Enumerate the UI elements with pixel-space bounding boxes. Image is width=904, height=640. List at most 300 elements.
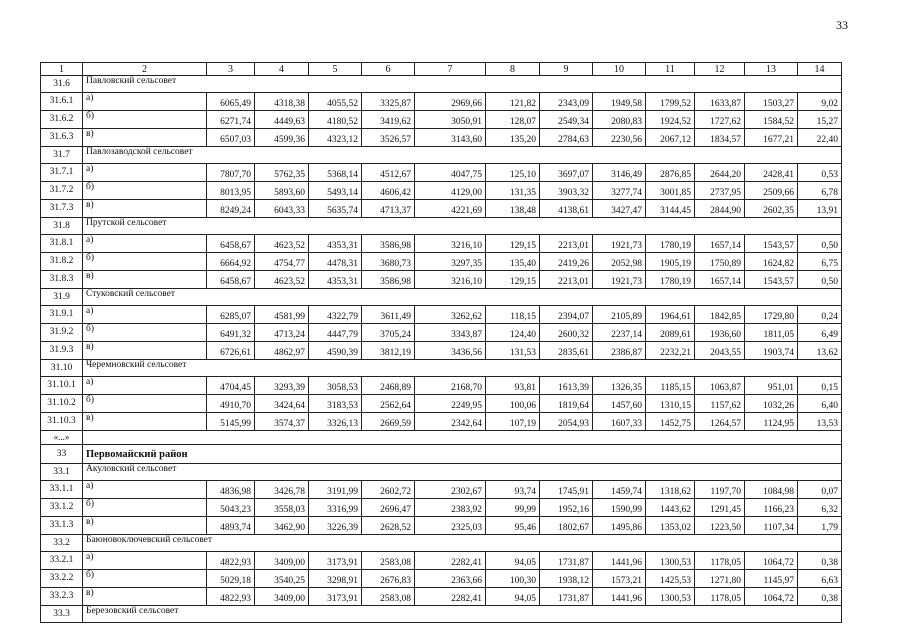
header-cell: 3 (207, 63, 255, 76)
table-row (41, 552, 842, 570)
row-code: 33.1.3 (41, 517, 83, 535)
section-row (41, 289, 842, 306)
section-title: Прутской сельсовет (83, 218, 842, 235)
header-cell: 10 (593, 63, 646, 76)
value-cell: 4129,00 (415, 182, 486, 200)
value-cell: 3277,74 (593, 182, 646, 200)
value-cell: 1300,53 (646, 552, 695, 570)
value-cell: 100,30 (486, 570, 540, 588)
value-cell: 3424,64 (255, 395, 309, 413)
ellipsis-filler (83, 431, 842, 445)
value-cell: 8249,24 (207, 200, 255, 218)
value-cell: 5762,35 (255, 164, 309, 182)
value-cell: 2386,87 (593, 342, 646, 360)
row-label: б) (83, 111, 207, 129)
value-cell: 3436,56 (415, 342, 486, 360)
header-cell: 5 (309, 63, 362, 76)
row-label: а) (83, 306, 207, 324)
value-cell: 1780,19 (646, 271, 695, 289)
value-cell: 1425,53 (646, 570, 695, 588)
value-cell: 2583,08 (362, 552, 415, 570)
row-label: в) (83, 271, 207, 289)
value-cell: 1799,52 (646, 93, 695, 111)
value-cell: 4449,63 (255, 111, 309, 129)
value-cell: 131,53 (486, 342, 540, 360)
table-row (41, 588, 842, 606)
value-cell: 1543,57 (745, 271, 798, 289)
value-cell: 0,50 (798, 235, 842, 253)
row-label: в) (83, 517, 207, 535)
value-cell: 3143,60 (415, 129, 486, 147)
value-cell: 3173,91 (309, 588, 362, 606)
district-title: Первомайский район (83, 445, 842, 464)
value-cell: 121,82 (486, 93, 540, 111)
value-cell: 1441,96 (593, 588, 646, 606)
row-label: б) (83, 395, 207, 413)
value-cell: 1064,72 (745, 588, 798, 606)
value-cell: 2282,41 (415, 588, 486, 606)
row-code: 31.9.2 (41, 324, 83, 342)
district-row (41, 445, 842, 464)
value-cell: 3058,53 (309, 377, 362, 395)
value-cell: 1063,87 (695, 377, 745, 395)
value-cell: 5043,23 (207, 499, 255, 517)
table-row (41, 377, 842, 395)
value-cell: 2602,72 (362, 481, 415, 499)
value-cell: 1326,35 (593, 377, 646, 395)
value-cell: 2468,89 (362, 377, 415, 395)
row-label: в) (83, 200, 207, 218)
row-code: 31.10.2 (41, 395, 83, 413)
row-code: 31.9.1 (41, 306, 83, 324)
value-cell: 2876,85 (646, 164, 695, 182)
value-cell: 4322,79 (309, 306, 362, 324)
table-row (41, 235, 842, 253)
row-label: б) (83, 324, 207, 342)
header-cell: 7 (415, 63, 486, 76)
value-cell: 95,46 (486, 517, 540, 535)
value-cell: 1750,89 (695, 253, 745, 271)
value-cell: 1727,62 (695, 111, 745, 129)
value-cell: 2628,52 (362, 517, 415, 535)
value-cell: 2302,67 (415, 481, 486, 499)
value-cell: 1145,97 (745, 570, 798, 588)
row-label: б) (83, 499, 207, 517)
value-cell: 1952,16 (540, 499, 593, 517)
value-cell: 1607,33 (593, 413, 646, 431)
value-cell: 6458,67 (207, 235, 255, 253)
value-cell: 7807,70 (207, 164, 255, 182)
value-cell: 3343,87 (415, 324, 486, 342)
value-cell: 4353,31 (309, 271, 362, 289)
value-cell: 4836,98 (207, 481, 255, 499)
value-cell: 2230,56 (593, 129, 646, 147)
row-code: 31.8.3 (41, 271, 83, 289)
value-cell: 5893,60 (255, 182, 309, 200)
row-code: 31.6.3 (41, 129, 83, 147)
value-cell: 4704,45 (207, 377, 255, 395)
value-cell: 131,35 (486, 182, 540, 200)
value-cell: 9,02 (798, 93, 842, 111)
value-cell: 93,74 (486, 481, 540, 499)
value-cell: 6065,49 (207, 93, 255, 111)
row-label: б) (83, 182, 207, 200)
row-code: 33.2.1 (41, 552, 83, 570)
value-cell: 94,05 (486, 588, 540, 606)
value-cell: 1921,73 (593, 235, 646, 253)
header-cell: 14 (798, 63, 842, 76)
value-cell: 2054,93 (540, 413, 593, 431)
value-cell: 1834,57 (695, 129, 745, 147)
value-cell: 2237,14 (593, 324, 646, 342)
section-code: 33.2 (41, 535, 83, 552)
value-cell: 1,79 (798, 517, 842, 535)
value-cell: 0,38 (798, 552, 842, 570)
row-code: 31.7.2 (41, 182, 83, 200)
section-title: Павлозаводской сельсовет (83, 147, 842, 164)
value-cell: 5029,18 (207, 570, 255, 588)
row-label: б) (83, 570, 207, 588)
value-cell: 3001,85 (646, 182, 695, 200)
row-label: в) (83, 342, 207, 360)
value-cell: 0,50 (798, 271, 842, 289)
value-cell: 1452,75 (646, 413, 695, 431)
value-cell: 13,53 (798, 413, 842, 431)
value-cell: 2363,66 (415, 570, 486, 588)
header-cell: 11 (646, 63, 695, 76)
section-row (41, 218, 842, 235)
row-code: 33.2.2 (41, 570, 83, 588)
value-cell: 1441,96 (593, 552, 646, 570)
value-cell: 1353,02 (646, 517, 695, 535)
value-cell: 4180,52 (309, 111, 362, 129)
value-cell: 2784,63 (540, 129, 593, 147)
row-code: 33.2.3 (41, 588, 83, 606)
value-cell: 1964,61 (646, 306, 695, 324)
value-cell: 4221,69 (415, 200, 486, 218)
value-cell: 2213,01 (540, 235, 593, 253)
value-cell: 2105,89 (593, 306, 646, 324)
tariff-table (40, 62, 842, 623)
section-row (41, 464, 842, 481)
value-cell: 1633,87 (695, 93, 745, 111)
row-code: 31.8.1 (41, 235, 83, 253)
section-title: Павловский сельсовет (83, 76, 842, 93)
value-cell: 5368,14 (309, 164, 362, 182)
value-cell: 4862,97 (255, 342, 309, 360)
value-cell: 135,40 (486, 253, 540, 271)
value-cell: 6,32 (798, 499, 842, 517)
value-cell: 2562,64 (362, 395, 415, 413)
section-row (41, 535, 842, 552)
value-cell: 2213,01 (540, 271, 593, 289)
value-cell: 4623,52 (255, 235, 309, 253)
value-cell: 2600,32 (540, 324, 593, 342)
section-code: 33 (41, 445, 83, 464)
value-cell: 4893,74 (207, 517, 255, 535)
table-row (41, 499, 842, 517)
value-cell: 107,19 (486, 413, 540, 431)
value-cell: 129,15 (486, 271, 540, 289)
table-row (41, 111, 842, 129)
value-cell: 4047,75 (415, 164, 486, 182)
value-cell: 3216,10 (415, 271, 486, 289)
value-cell: 3427,47 (593, 200, 646, 218)
value-cell: 4754,77 (255, 253, 309, 271)
value-cell: 4512,67 (362, 164, 415, 182)
value-cell: 5493,14 (309, 182, 362, 200)
section-code: 31.10 (41, 360, 83, 377)
section-code: 33.1 (41, 464, 83, 481)
value-cell: 1223,50 (695, 517, 745, 535)
value-cell: 1573,21 (593, 570, 646, 588)
section-title: Березовский сельсовет (83, 606, 842, 623)
value-cell: 2419,26 (540, 253, 593, 271)
value-cell: 4623,52 (255, 271, 309, 289)
value-cell: 1197,70 (695, 481, 745, 499)
value-cell: 3146,49 (593, 164, 646, 182)
value-cell: 1921,73 (593, 271, 646, 289)
value-cell: 951,01 (745, 377, 798, 395)
value-cell: 1084,98 (745, 481, 798, 499)
table-row (41, 253, 842, 271)
value-cell: 1729,80 (745, 306, 798, 324)
value-cell: 3697,07 (540, 164, 593, 182)
row-code: 31.7.1 (41, 164, 83, 182)
value-cell: 3173,91 (309, 552, 362, 570)
value-cell: 3050,91 (415, 111, 486, 129)
value-cell: 4138,61 (540, 200, 593, 218)
row-code: 31.6.1 (41, 93, 83, 111)
value-cell: 1745,91 (540, 481, 593, 499)
value-cell: 4713,37 (362, 200, 415, 218)
row-label: а) (83, 164, 207, 182)
value-cell: 3183,53 (309, 395, 362, 413)
value-cell: 4447,79 (309, 324, 362, 342)
value-cell: 3409,00 (255, 552, 309, 570)
value-cell: 2325,03 (415, 517, 486, 535)
value-cell: 135,20 (486, 129, 540, 147)
row-label: в) (83, 129, 207, 147)
row-code: 31.10.1 (41, 377, 83, 395)
value-cell: 1657,14 (695, 271, 745, 289)
value-cell: 0,15 (798, 377, 842, 395)
value-cell: 1905,19 (646, 253, 695, 271)
value-cell: 6726,61 (207, 342, 255, 360)
header-cell: 1 (41, 63, 83, 76)
value-cell: 1503,27 (745, 93, 798, 111)
value-cell: 6664,92 (207, 253, 255, 271)
value-cell: 1459,74 (593, 481, 646, 499)
row-label: а) (83, 552, 207, 570)
value-cell: 3226,39 (309, 517, 362, 535)
page-number: 33 (836, 18, 848, 32)
value-cell: 4606,42 (362, 182, 415, 200)
section-code: 33.3 (41, 606, 83, 623)
header-row (41, 63, 842, 76)
table-row (41, 271, 842, 289)
value-cell: 94,05 (486, 552, 540, 570)
section-code: 31.6 (41, 76, 83, 93)
value-cell: 128,07 (486, 111, 540, 129)
value-cell: 1495,86 (593, 517, 646, 535)
section-row (41, 76, 842, 93)
table-row (41, 129, 842, 147)
value-cell: 1613,39 (540, 377, 593, 395)
value-cell: 2696,47 (362, 499, 415, 517)
value-cell: 4318,38 (255, 93, 309, 111)
value-cell: 1543,57 (745, 235, 798, 253)
value-cell: 6285,07 (207, 306, 255, 324)
value-cell: 1924,52 (646, 111, 695, 129)
value-cell: 15,27 (798, 111, 842, 129)
value-cell: 2249,95 (415, 395, 486, 413)
value-cell: 1731,87 (540, 588, 593, 606)
value-cell: 1819,64 (540, 395, 593, 413)
value-cell: 3462,90 (255, 517, 309, 535)
value-cell: 1457,60 (593, 395, 646, 413)
value-cell: 2342,64 (415, 413, 486, 431)
value-cell: 2383,92 (415, 499, 486, 517)
value-cell: 1938,12 (540, 570, 593, 588)
value-cell: 1185,15 (646, 377, 695, 395)
value-cell: 3316,99 (309, 499, 362, 517)
table-row (41, 413, 842, 431)
value-cell: 6271,74 (207, 111, 255, 129)
value-cell: 1107,34 (745, 517, 798, 535)
section-code: 31.7 (41, 147, 83, 164)
table-row (41, 481, 842, 499)
value-cell: 3558,03 (255, 499, 309, 517)
value-cell: 2583,08 (362, 588, 415, 606)
table-row (41, 517, 842, 535)
value-cell: 3297,35 (415, 253, 486, 271)
section-title: Стуковский сельсовет (83, 289, 842, 306)
value-cell: 3419,62 (362, 111, 415, 129)
value-cell: 13,91 (798, 200, 842, 218)
value-cell: 2232,21 (646, 342, 695, 360)
value-cell: 1178,05 (695, 552, 745, 570)
row-label: а) (83, 377, 207, 395)
row-label: а) (83, 93, 207, 111)
value-cell: 4910,70 (207, 395, 255, 413)
section-row (41, 147, 842, 164)
header-cell: 13 (745, 63, 798, 76)
value-cell: 129,15 (486, 235, 540, 253)
table-row (41, 200, 842, 218)
value-cell: 4590,39 (309, 342, 362, 360)
value-cell: 6,49 (798, 324, 842, 342)
value-cell: 2844,90 (695, 200, 745, 218)
ellipsis-row (41, 431, 842, 445)
row-label: в) (83, 413, 207, 431)
value-cell: 5635,74 (309, 200, 362, 218)
value-cell: 125,10 (486, 164, 540, 182)
value-cell: 2080,83 (593, 111, 646, 129)
value-cell: 1443,62 (646, 499, 695, 517)
value-cell: 2168,70 (415, 377, 486, 395)
header-cell: 6 (362, 63, 415, 76)
value-cell: 1310,15 (646, 395, 695, 413)
value-cell: 4478,31 (309, 253, 362, 271)
value-cell: 1903,74 (745, 342, 798, 360)
value-cell: 1624,82 (745, 253, 798, 271)
value-cell: 1300,53 (646, 588, 695, 606)
value-cell: 2737,95 (695, 182, 745, 200)
value-cell: 2282,41 (415, 552, 486, 570)
value-cell: 100,06 (486, 395, 540, 413)
value-cell: 3526,57 (362, 129, 415, 147)
value-cell: 1949,58 (593, 93, 646, 111)
header-cell: 4 (255, 63, 309, 76)
header-cell: 2 (83, 63, 207, 76)
section-title: Баюновоключевский сельсовет (83, 535, 842, 552)
value-cell: 118,15 (486, 306, 540, 324)
value-cell: 22,40 (798, 129, 842, 147)
value-cell: 4599,36 (255, 129, 309, 147)
value-cell: 2549,34 (540, 111, 593, 129)
value-cell: 0,24 (798, 306, 842, 324)
table-row (41, 342, 842, 360)
value-cell: 3326,13 (309, 413, 362, 431)
value-cell: 1291,45 (695, 499, 745, 517)
value-cell: 2089,61 (646, 324, 695, 342)
value-cell: 2052,98 (593, 253, 646, 271)
value-cell: 6,75 (798, 253, 842, 271)
value-cell: 3705,24 (362, 324, 415, 342)
value-cell: 5145,99 (207, 413, 255, 431)
value-cell: 1178,05 (695, 588, 745, 606)
value-cell: 8013,95 (207, 182, 255, 200)
value-cell: 3144,45 (646, 200, 695, 218)
value-cell: 2602,35 (745, 200, 798, 218)
value-cell: 1590,99 (593, 499, 646, 517)
value-cell: 1802,67 (540, 517, 593, 535)
value-cell: 6507,03 (207, 129, 255, 147)
value-cell: 138,48 (486, 200, 540, 218)
value-cell: 1157,62 (695, 395, 745, 413)
value-cell: 1936,60 (695, 324, 745, 342)
value-cell: 3586,98 (362, 271, 415, 289)
value-cell: 2394,07 (540, 306, 593, 324)
value-cell: 3262,62 (415, 306, 486, 324)
value-cell: 99,99 (486, 499, 540, 517)
ellipsis-mark: «...» (41, 431, 83, 445)
value-cell: 3680,73 (362, 253, 415, 271)
value-cell: 93,81 (486, 377, 540, 395)
value-cell: 2669,59 (362, 413, 415, 431)
value-cell: 1166,23 (745, 499, 798, 517)
value-cell: 3903,32 (540, 182, 593, 200)
value-cell: 3586,98 (362, 235, 415, 253)
row-label: в) (83, 588, 207, 606)
row-code: 33.1.2 (41, 499, 83, 517)
row-label: а) (83, 235, 207, 253)
value-cell: 2644,20 (695, 164, 745, 182)
value-cell: 0,07 (798, 481, 842, 499)
value-cell: 3191,99 (309, 481, 362, 499)
value-cell: 1124,95 (745, 413, 798, 431)
value-cell: 1657,14 (695, 235, 745, 253)
value-cell: 4353,31 (309, 235, 362, 253)
row-code: 31.6.2 (41, 111, 83, 129)
value-cell: 13,62 (798, 342, 842, 360)
section-code: 31.8 (41, 218, 83, 235)
value-cell: 2067,12 (646, 129, 695, 147)
value-cell: 6,78 (798, 182, 842, 200)
value-cell: 2428,41 (745, 164, 798, 182)
header-cell: 12 (695, 63, 745, 76)
